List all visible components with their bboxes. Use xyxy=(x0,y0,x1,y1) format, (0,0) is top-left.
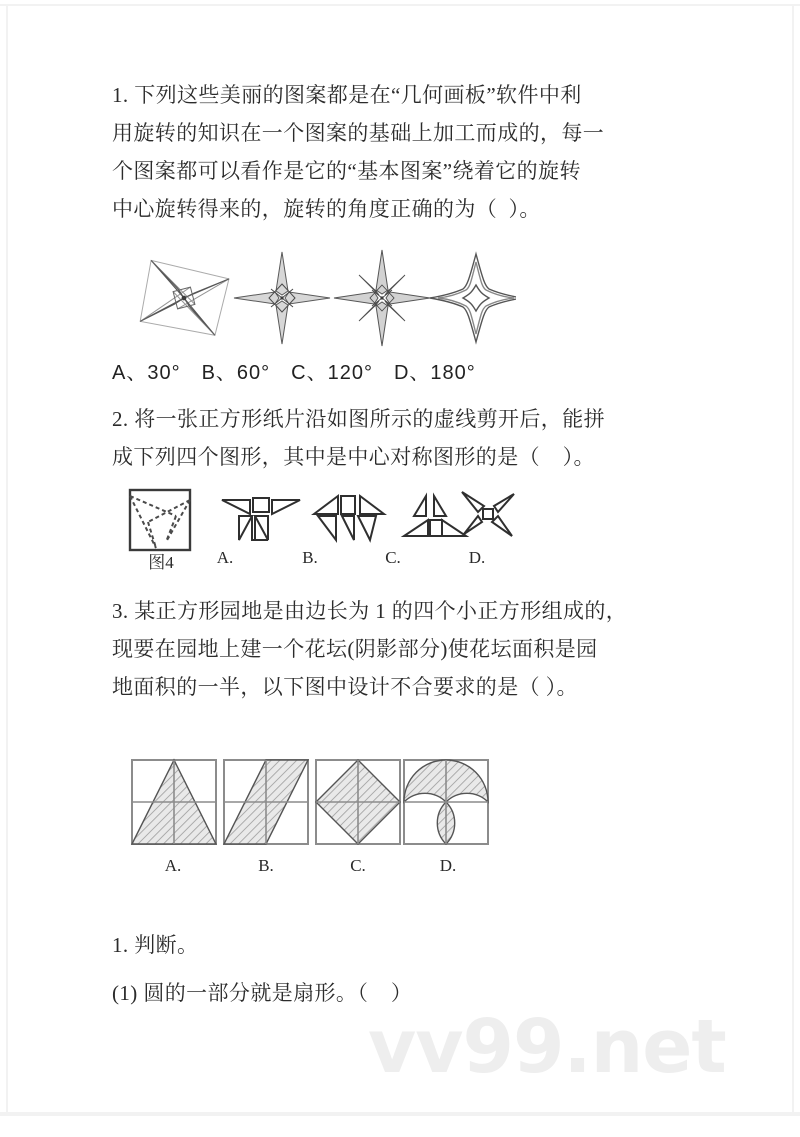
question-3-label-c: C. xyxy=(350,856,366,875)
question-1-line-4: 中心旋转得来的，旋转的角度正确的为（ ）。 xyxy=(112,197,541,221)
question-3-line-2: 现要在园地上建一个花坛(阴影部分)使花坛面积是园 xyxy=(112,637,598,661)
figure-4-square-icon xyxy=(130,490,190,550)
site-watermark: vv99.net xyxy=(368,1004,726,1090)
assembled-shape-b-icon xyxy=(314,496,384,540)
shaded-parallelogram-square-icon xyxy=(224,760,308,844)
pinwheel-star-filled-icon xyxy=(138,260,229,337)
question-3-line-1: 3. 某正方形园地是由边长为 1 的四个小正方形组成的， xyxy=(112,599,628,623)
question-1-line-3: 个图案都可以看作是它的“基本图案”绕着它的旋转 xyxy=(112,159,581,183)
shaded-triangle-square-icon xyxy=(132,760,216,844)
assembled-shape-a-icon xyxy=(222,498,300,540)
eight-ray-star-icon xyxy=(334,250,430,346)
question-1-figures xyxy=(136,248,516,348)
question-2-label-b: B. xyxy=(302,548,318,567)
question-3-label-d: D. xyxy=(439,856,457,875)
question-3-label-a: A. xyxy=(164,856,182,875)
assembled-shape-d-icon xyxy=(462,492,514,536)
question-3-figures xyxy=(130,754,490,850)
question-2-figures xyxy=(126,486,516,556)
question-3-label-b: B. xyxy=(258,856,274,875)
question-3-line-3: 地面积的一半，以下图中设计不合要求的是（ ）。 xyxy=(112,675,578,699)
question-2-line-1: 2. 将一张正方形纸片沿如图所示的虚线剪开后，能拼 xyxy=(112,407,605,431)
bottom-section-item-1: (1) 圆的一部分就是扇形。（ ） xyxy=(112,981,413,1005)
assembled-shape-c-icon xyxy=(404,496,466,536)
question-2-line-2: 成下列四个图形，其中是中心对称图形的是（ ）。 xyxy=(112,445,595,469)
question-2-label-c: C. xyxy=(385,548,401,567)
question-1-line-1: 1. 下列这些美丽的图案都是在“几何画板”软件中利 xyxy=(112,83,582,107)
question-1-line-2: 用旋转的知识在一个图案的基础上加工而成的，每一 xyxy=(112,121,605,145)
bottom-section-heading: 1. 判断。 xyxy=(112,933,199,957)
shaded-circle-lobes-square-icon xyxy=(404,760,488,844)
question-1-options: A、30° B、60° C、120° D、180° xyxy=(112,362,476,384)
outline-four-point-star-icon xyxy=(430,254,516,342)
thin-four-point-star-icon xyxy=(234,252,330,344)
question-2-label-a: A. xyxy=(216,548,234,567)
shaded-rhombus-square-icon xyxy=(316,760,400,844)
figure-4-caption: 图4 xyxy=(148,553,174,572)
question-2-label-d: D. xyxy=(468,548,486,567)
